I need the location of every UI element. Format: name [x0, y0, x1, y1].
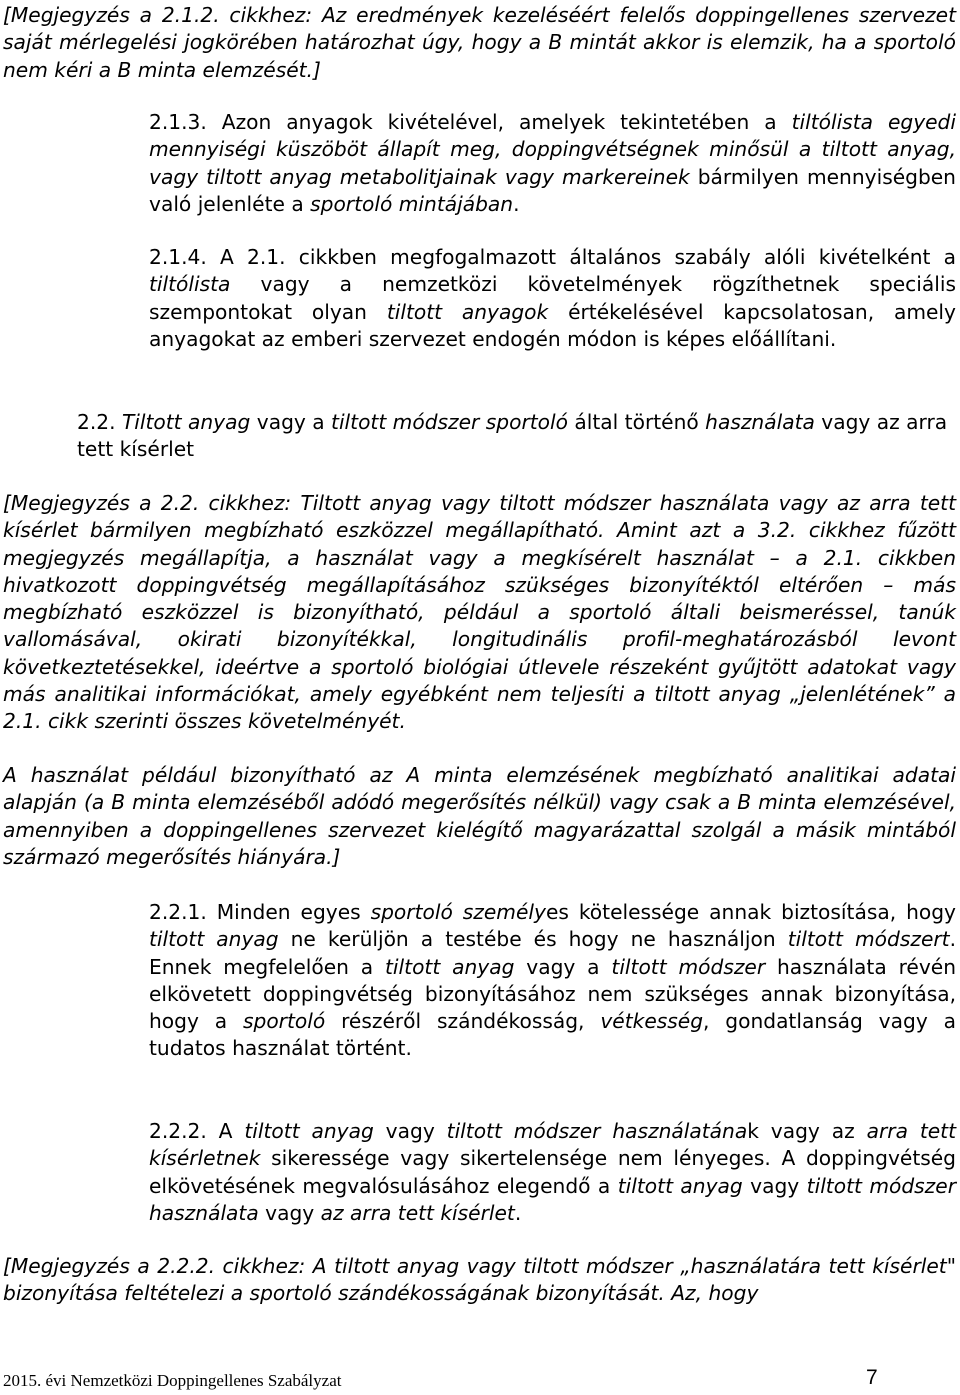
article-2-2-2-text: vagy — [258, 1200, 321, 1225]
article-2-1-3-text: 2.1.3. Azon anyagok kivételével, amelyek tekintetében a — [149, 110, 792, 134]
term-tiltott-anyag: tiltott anyag — [244, 1119, 374, 1143]
note-2-2-continued: A használat például bizonyítható az A minta elemzésének megbízható analitikai adatai alapján (a B minta elemzéséből adódó megerősítés nélkül) vagy csak a B minta elemzésével, amennyiben a doppingellenes szervezet kielégítő magyarázattal szolgál a másik mintából származó megerősítés hiányára.] — [3, 763, 956, 869]
heading-2-2 — [77, 409, 957, 464]
article-2-1-4-text: értékelésével kapcsolatosan, amely anyagokat az emberi szervezet endogén módon is képes előállítani. — [149, 299, 956, 351]
article-2-2-1-text: . Ennek megfelelően a — [149, 927, 956, 979]
article-2-2-2-text: sikeressége vagy sikertelensége nem lényeges. A doppingvétség elkövetésének megvalósulásához elegendő a — [149, 1146, 956, 1198]
term-sportolo-mintajaban: sportoló mintájában — [310, 191, 514, 216]
article-2-2-1-text: 2.2.1. Minden egyes — [149, 900, 371, 924]
article-2-1-3-text: bármilyen mennyiségben való jelenléte a — [149, 164, 956, 216]
article-2-2-2-text: vagy — [742, 1173, 807, 1198]
article-2-1-4-text: vagy a nemzetközi követelmények rögzíthetnek speciális szempontokat olyan — [149, 272, 956, 324]
article-2-2-2-text: k vagy az — [747, 1119, 867, 1143]
article-2-2-1-text: ne kerüljön a testébe és hogy ne használjon — [278, 927, 788, 952]
term-sportolo: sportoló — [370, 900, 453, 924]
article-2-2-1 — [149, 899, 956, 1063]
term-az-arra-tett-kiserlet: az arra tett kísérlet — [320, 1200, 515, 1225]
heading-2-2-text: 2.2. — [77, 410, 122, 434]
article-2-2-2 — [149, 1118, 956, 1227]
heading-2-2-text: vagy az arra tett kísérlet — [77, 410, 948, 462]
note-2-1-2: [Megjegyzés a 2.1.2. cikkhez: Az eredmények kezeléséért felelős doppingellenes szervezet saját mérlegelési jogkörében határozhat úgy, hogy a B mintát akkor is elemzik, ha a sportoló nem kéri a B minta elemzését.] — [3, 3, 956, 82]
term-tiltott-modszer: tiltott módszer — [611, 954, 766, 979]
article-2-2-1-text — [453, 900, 463, 924]
article-2-2-1-text: vagy a — [514, 954, 612, 979]
term-vetkesseg: vétkesség — [600, 1009, 704, 1034]
term-tiltott-anyag: tiltott anyag — [617, 1173, 743, 1198]
term-tiltott-anyag: tiltott anyag — [149, 927, 279, 952]
article-2-1-4 — [149, 244, 956, 353]
article-2-2-2-text: 2.2.2. A — [149, 1119, 245, 1143]
article-2-1-3 — [149, 109, 956, 218]
article-2-2-1-text: , gondatlanság vagy a tudatos használat történt. — [149, 1009, 956, 1061]
footer-title: 2015. évi Nemzetközi Doppingellenes Szabályzat — [3, 1371, 342, 1390]
article-2-1-4-text: 2.1.4. A 2.1. cikkben megfogalmazott általános szabály alóli kivételként a — [149, 245, 956, 269]
term-tiltott-modszer-hasznalata: tiltott módszer használata — [149, 1173, 956, 1225]
term-arra-tett-kiserletnek: arra tett kísérletnek — [149, 1119, 956, 1171]
heading-2-2-text: által történő — [567, 410, 706, 434]
term-tiltott-modszert: tiltott módszert — [787, 927, 950, 952]
term-tiltott-modszer-hasznalatana: tiltott módszer használatána — [446, 1119, 748, 1143]
article-2-1-3-text: . — [513, 191, 520, 216]
term-tiltolista: tiltólista — [149, 272, 231, 297]
term-tiltott-anyag: tiltott anyag — [385, 954, 515, 979]
term-tiltott-anyag: Tiltott anyag — [121, 410, 251, 434]
note-2-2-2: [Megjegyzés a 2.2.2. cikkhez: A tiltott anyag vagy tiltott módszer „használatára tett kísérlet" bizonyítása feltételezi a sportoló szándékosságának bizonyítását. Az, hogy — [3, 1254, 956, 1306]
note-2-2: [Megjegyzés a 2.2. cikkhez: Tiltott anyag vagy tiltott módszer használata vagy az arra tett kísérlet bármilyen megbízható eszközzel megállapítható. Amint azt a 3.2. cikkhez fűzött megjegyzés megállapítja, a használat vagy a megkísérelt használat – a 2.1. cikkben hivatkozott doppingvétség megállapításához szükséges bizonyítéktól eltérően – más megbízható eszközzel is bizonyítható, például a sportoló általi beismeréssel, tanúk vallomásával, okirati bizonyítékkal, longitudinális profil-meghatározásból levont következtetésekkel, ideértve a sportoló biológiai útlevele részeként gyűjtött adatokat vagy más analitikai információkat, amely egyébként nem teljesíti a tiltott anyag „jelenlétének” a 2.1. cikk szerinti összes követelményét. — [3, 491, 956, 734]
term-tiltott-modszer-sportolo: tiltott módszer sportoló — [331, 410, 568, 434]
article-2-2-1-text: használata révén elkövetett doppingvétség bizonyításához nem szükséges annak bizonyítása, hogy a — [149, 954, 957, 1034]
article-2-2-1-text: es kötelessége annak biztosítása, hogy — [545, 900, 956, 924]
term-tiltolista: tiltólista egyedi mennyiségi küszöböt állapít meg, doppingvétségnek minősül a tiltott anyag, vagy tiltott anyag metabolitjainak vagy markereinek — [149, 110, 956, 189]
page-number: 7 — [866, 1366, 878, 1389]
term-szemely: személy — [462, 900, 546, 924]
term-hasznalata: használata — [705, 410, 815, 434]
article-2-2-1-text: részéről szándékosság, — [325, 1009, 601, 1034]
article-2-2-2-text: . — [514, 1200, 522, 1225]
term-sportolo: sportoló — [243, 1009, 326, 1034]
heading-2-2-text: vagy a — [250, 410, 332, 434]
article-2-2-2-text: vagy — [373, 1119, 447, 1143]
term-tiltott-anyagok: tiltott anyagok — [386, 299, 549, 324]
